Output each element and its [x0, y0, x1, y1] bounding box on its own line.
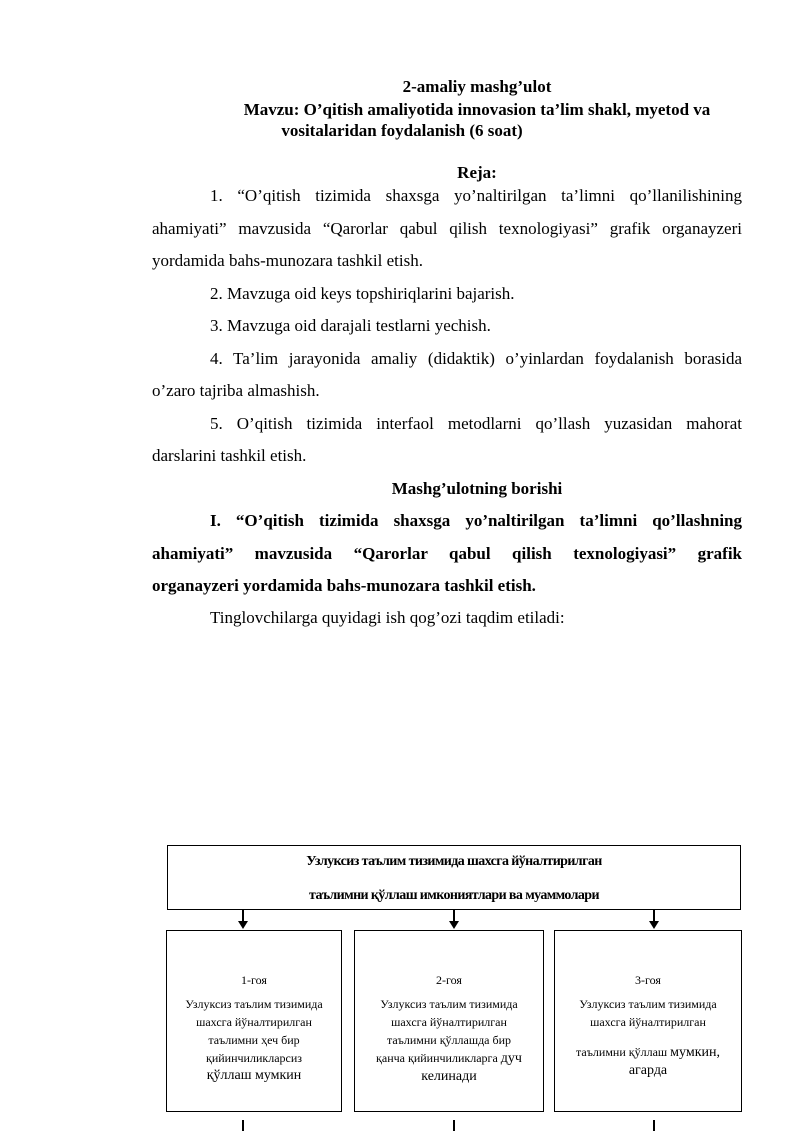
plan-item-1-line-3: yordamida bahs-munozara tashkil etish.	[152, 251, 423, 270]
idea-text-line: Узлуксиз таълим тизимида	[380, 997, 518, 1011]
topic-line-1: Mavzu: O’qitish amaliyotida innovasion ta’lim shakl, myetod va	[243, 100, 711, 119]
idea-box-3	[554, 930, 742, 1112]
connector-line	[242, 1120, 244, 1131]
connector-line	[453, 1120, 455, 1131]
plan-item-1-line-1: 1. “O’qitish tizimida shaxsga yo’naltirilgan ta’limni qo’llanilishining	[210, 186, 742, 205]
idea-title: 1-гоя	[241, 973, 267, 987]
section-1-line-1: I. “O’qitish tizimida shaxsga yo’naltirilgan ta’limni qo’llashning	[210, 511, 742, 530]
idea-text-line: шахсга йўналтирилган	[196, 1015, 312, 1029]
idea-text-line	[555, 1043, 741, 1062]
idea-text-line: таълимни қўллашда бир	[386, 1033, 512, 1047]
idea-text-part: мумкин,	[670, 1045, 720, 1060]
plan-title: Reja:	[457, 163, 497, 182]
section-1-line-2: ahamiyati” mavzusida “Qarorlar qabul qilish texnologiyasi” grafik	[152, 544, 742, 563]
idea-box-2	[354, 930, 544, 1112]
plan-item-1-line-2: ahamiyati” mavzusida “Qarorlar qabul qilish texnologiyasi” grafik organayzeri	[152, 219, 742, 238]
idea-text-line: қўллаш мумкин	[206, 1068, 302, 1083]
section-1-line-3: organayzeri yordamida bahs-munozara tashkil etish.	[152, 576, 536, 595]
idea-text-line: таълимни ҳеч бир	[208, 1033, 300, 1047]
plan-item-5-line-1: 5. O’qitish tizimida interfaol metodlarni qo’llash yuzasidan mahorat	[210, 414, 742, 433]
worksheet-intro: Tinglovchilarga quyidagi ish qog’ozi taqdim etiladi:	[210, 608, 565, 627]
idea-text-line: шахсга йўналтирилган	[391, 1015, 507, 1029]
diagram-header-line-1: Узлуксиз таълим тизимида шахсга йўналтирилган	[306, 854, 602, 869]
idea-text-part: дуч	[500, 1051, 522, 1066]
plan-item-4-line-2: o’zaro tajriba almashish.	[152, 381, 320, 400]
diagram-header-line-2: таълимни қўллаш имкониятлари ва муаммолари	[309, 888, 599, 903]
idea-text-part: таълимни қўллаш	[576, 1045, 671, 1059]
idea-text-line: келинади	[421, 1069, 477, 1084]
idea-text-line: шахсга йўналтирилган	[590, 1015, 706, 1029]
idea-box-1	[166, 930, 342, 1112]
plan-item-4-line-1: 4. Ta’lim jarayonida amaliy (didaktik) o’yinlardan foydalanish borasida	[210, 349, 742, 368]
course-title: Mashg’ulotning borishi	[391, 479, 563, 498]
idea-text-line: Узлуксиз таълим тизимида	[579, 997, 717, 1011]
idea-text-line	[355, 1049, 543, 1068]
idea-text-line: қийинчиликларсиз	[205, 1051, 303, 1065]
idea-text-line: агарда	[628, 1063, 668, 1078]
topic-line-2: vositalaridan foydalanish (6 soat)	[281, 121, 523, 140]
idea-title: 3-гоя	[635, 973, 661, 987]
idea-text-line: Узлуксиз таълим тизимида	[185, 997, 323, 1011]
practice-number: 2-amaliy mashg’ulot	[402, 77, 552, 96]
idea-title: 2-гоя	[436, 973, 462, 987]
plan-item-2: 2. Mavzuga oid keys topshiriqlarini bajarish.	[210, 284, 515, 303]
connector-line	[653, 1120, 655, 1131]
plan-item-5-line-2: darslarini tashkil etish.	[152, 446, 307, 465]
diagram-header-box	[167, 845, 741, 910]
plan-item-3: 3. Mavzuga oid darajali testlarni yechish.	[210, 316, 491, 335]
idea-text-part: қанча қийинчиликларга	[376, 1051, 501, 1065]
